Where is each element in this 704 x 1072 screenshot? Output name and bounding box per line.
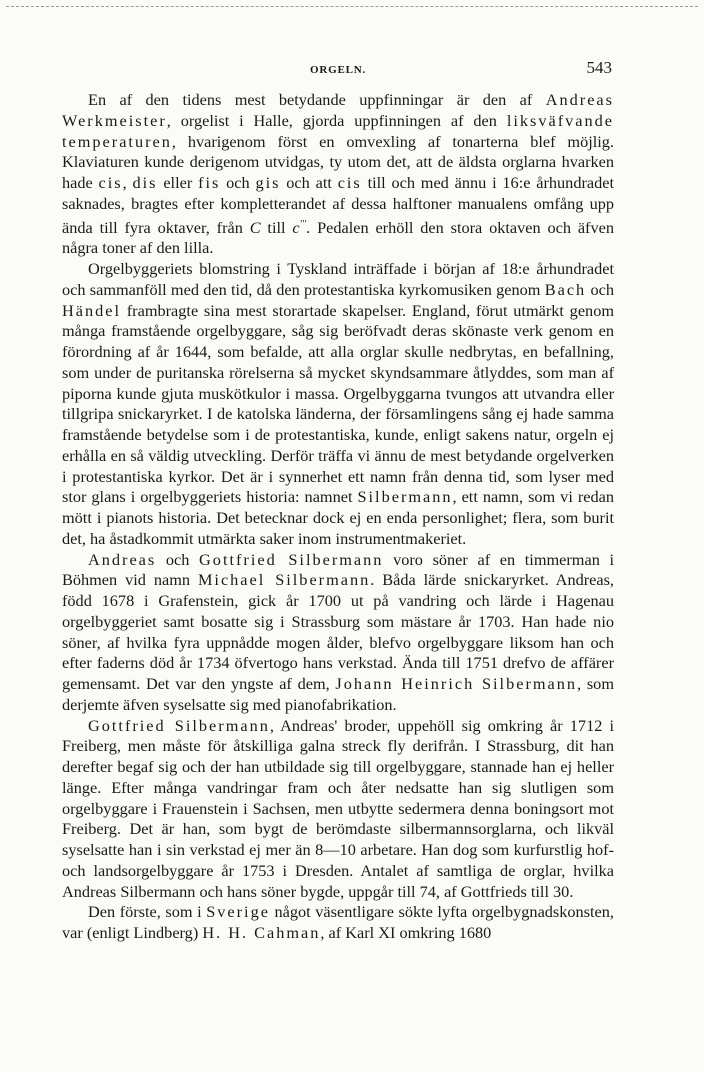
spaced-name: Michael Silbermann bbox=[197, 570, 371, 590]
spaced-name: Bach bbox=[544, 279, 587, 299]
text-run: och bbox=[156, 549, 200, 569]
paragraph-sverige bbox=[62, 902, 614, 944]
page-number: 543 bbox=[586, 58, 612, 77]
running-head: ORGELN. bbox=[309, 64, 367, 76]
text-run: , ett namn, som vi redan mött i pianots historia. Det betecknar dock ej en enda personlighet; flera, som burit det, ha åstadkommit utmärkta saker inom instrumentmakeriet. bbox=[62, 487, 614, 548]
spaced-term: gis bbox=[255, 173, 281, 192]
text-run: . Båda lärde snickaryrket. Andreas, född 1678 i Grafenstein, gick år 1700 ut på vandring och lärde i Hagenau orgelbyggeriet samt bosatte sig i Strassburg som mästare år 1703. Han hade nio söner, af hvilka fyra uppnådde mogen ålder, blefvo orgelbyggare liksom han och efter faderns död år 1734 öfvertogo hans verkstad. Ända till 1751 drefvo de affärer gemensamt. Det var den yngste af dem, bbox=[62, 570, 615, 693]
italic-note: C bbox=[249, 217, 261, 237]
spaced-name: Johann Heinrich Silbermann bbox=[335, 674, 578, 693]
body-text bbox=[62, 90, 614, 944]
top-edge-rule bbox=[6, 6, 698, 7]
spaced-term: liksväfvande temperaturen bbox=[62, 110, 614, 151]
text-run: , Andreas' broder, uppehöll sig omkring år 1712 i Freiberg, men måste för åtskilliga galna streck fly derifrån. I Strassburg, dit han derefter begaf sig och der han utbildade sig till orgelbyggare, stannade han ej heller länge. Efter många vandringar fram och åter nedsatte han sig slutligen som orgelbyggare i Frauenstein i Sachsen, men utbytte sedermera denna boningsort mot Freiberg. Det är han, som bygt de berömdaste silbermannsorglarna, och likväl syselsatte han i sin verkstad ej mer än 8—10 arbetare. Han dog som kurfurstlig hof- och landsorgelbyggare år 1753 i Dresden. Antalet af samtliga de orglar, hvilka Andreas Silbermann och hans söner bygde, uppgår till 74, af Gottfrieds till 30. bbox=[62, 715, 615, 901]
spaced-name: Silbermann bbox=[357, 487, 453, 507]
paragraph-andreas-gottfried bbox=[62, 550, 614, 716]
text-run: till bbox=[260, 217, 293, 237]
octave-mark: ′′′ bbox=[299, 218, 307, 230]
text-run: och bbox=[220, 173, 256, 192]
spaced-name: Händel bbox=[62, 300, 122, 320]
spaced-term: dis bbox=[132, 173, 158, 192]
italic-note: c bbox=[292, 217, 300, 237]
paragraph-orgelbyggeriets-blomstring bbox=[62, 259, 614, 550]
text-run: Den förste, som i bbox=[88, 902, 207, 922]
paragraph-werkmeister bbox=[62, 90, 614, 259]
spaced-name: Andreas Werkmeister bbox=[62, 90, 614, 130]
text-run: , af Karl XI omkring 1680 bbox=[320, 923, 492, 942]
text-run: , hvarigenom först en omvexling af tonarterna blef möjlig. Klaviaturen kunde derigenom utvidgas, ty utom det, att de äldsta orglarna hvarken hade bbox=[62, 131, 614, 192]
text-run: Orgelbyggeriets blomstring i Tyskland inträffade i början af 18:e århundradet och sammanföll med den tid, då den protestantiska kyrkomusiken genom bbox=[62, 259, 614, 299]
spaced-name: Gottfried Silbermann bbox=[199, 549, 384, 569]
spaced-name: H. H. Cahman bbox=[202, 923, 321, 942]
text-run: till och med ännu i 16:e århundradet saknades, bragtes efter kompletterandet af dessa halftoner manualens omfång upp ända till fyra oktaver, från bbox=[62, 173, 614, 237]
spaced-name: Andreas bbox=[88, 549, 157, 569]
text-run: En af den tidens mest betydande uppfinningar är den af bbox=[88, 90, 546, 109]
text-run: voro söner af en timmerman i Böhmen vid namn bbox=[62, 549, 614, 590]
spaced-name: Gottfried Silbermann bbox=[88, 715, 270, 735]
text-run: , orgelist i Halle, gjorda uppfinningen af den bbox=[166, 110, 507, 130]
text-run: och att bbox=[280, 173, 338, 192]
text-run: frambragte sina mest storartade skapelser. England, förut utmärkt genom många framstående orgelbyggare, såg sig beröfvadt deras skönaste verk genom en förordning af år 1644, som befalde, att alla orglar skulle nedbrytas, en befallning, som under de puritanska rörelserna så mycket skyndsammare åtlyddes, som man af piporna kunde gjuta muskötkulor i massa. Orgelbyggarna tvungos att utvandra eller tillgripa snickaryrket. I de katolska länderna, der församlingens sång ej hade samma framstående betydelse som i de protestantiska, kunde, enligt sakens natur, orgeln ej erhålla en så väldig utveckling. Derför träffa vi ännu de mest betydande orgelverken i protestantiska kyrkor. Det är i synnerhet ett namn från denna tid, som lyser med stor glans i orgelbyggeriets historia: namnet bbox=[62, 300, 614, 507]
text-run: , som derjemte äfven syselsatte sig med pianofabrikation. bbox=[62, 674, 614, 714]
spaced-term: cis bbox=[337, 173, 362, 192]
page-header bbox=[62, 58, 614, 82]
text-run: och bbox=[586, 279, 614, 299]
spaced-term: cis bbox=[98, 173, 123, 192]
text-run: eller bbox=[157, 173, 199, 192]
text-run: något väsentligare sökte lyfta orgelbygnadskonsten, var (enligt Lindberg) bbox=[62, 902, 614, 942]
paragraph-gottfried-silbermann bbox=[62, 716, 614, 903]
spaced-name: Sverige bbox=[206, 902, 270, 922]
spaced-term: fis bbox=[198, 173, 221, 192]
text-run: , bbox=[122, 173, 133, 192]
text-run: . Pedalen erhöll den stora oktaven och äfven några toner af den lilla. bbox=[62, 217, 614, 258]
